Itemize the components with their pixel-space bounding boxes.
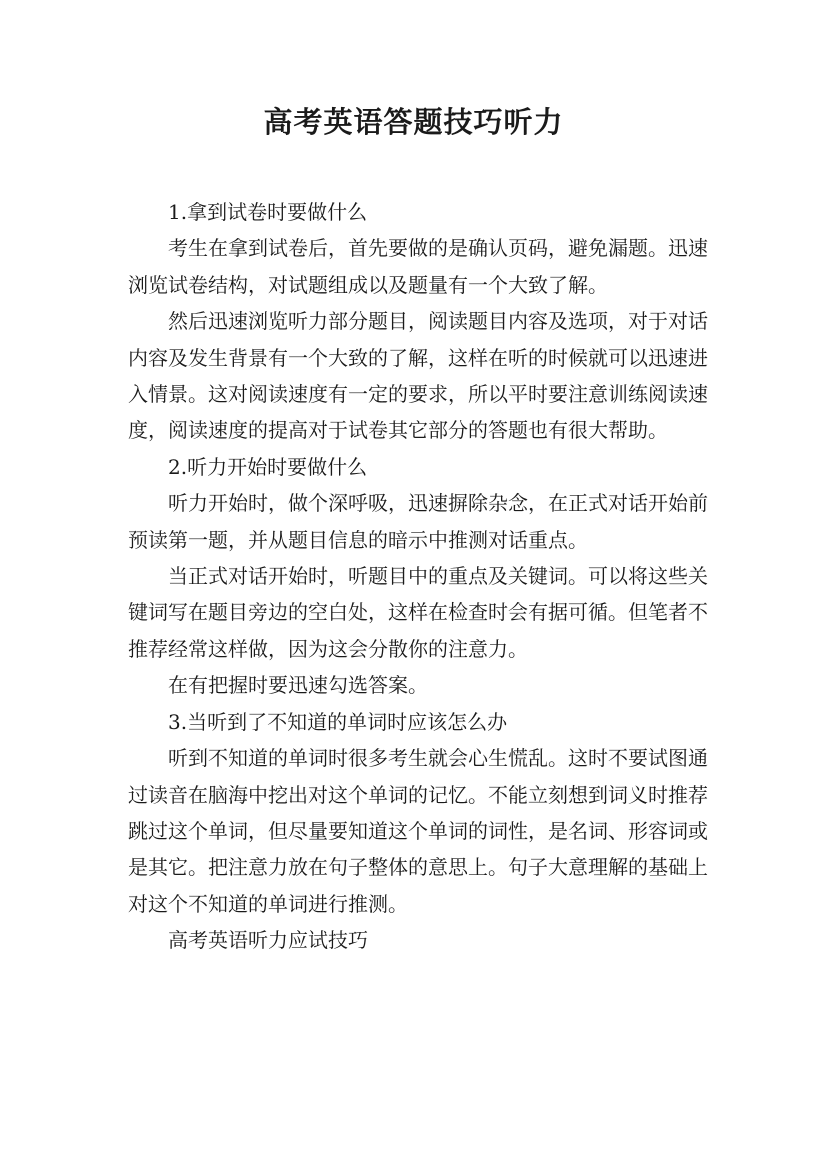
section-heading: 高考英语听力应试技巧 (168, 928, 368, 953)
heading-paragraph-2: 2.听力开始时要做什么 (168, 454, 368, 479)
body-paragraph: 听到不知道的单词时很多考生就会心生慌乱。这时不要试图通过读音在脑海中挖出对这个单词的记忆。不能立刻想到词义时推荐跳过这个单词，但尽量要知道这个单词的词性，是名词、形容词或是其它。把注意力放在句子整体的意思上。句子大意理解的基础上对这个不知道的单词进行推测。 (128, 746, 708, 916)
body-paragraph: 当正式对话开始时，听题目中的重点及关键词。可以将这些关键词写在题目旁边的空白处，这样在检查时会有据可循。但笔者不推荐经常这样做，因为这会分散你的注意力。 (128, 564, 708, 661)
heading-paragraph-3: 3.当听到了不知道的单词时应该怎么办 (168, 709, 508, 734)
heading-paragraph-1: 1.拿到试卷时要做什么 (168, 200, 368, 224)
body-paragraph: 在有把握时要迅速勾选答案。 (168, 673, 428, 698)
body-paragraph: 考生在拿到试卷后，首先要做的是确认页码，避免漏题。迅速浏览试卷结构，对试题组成以及题量有一个大致了解。 (128, 236, 708, 297)
body-paragraph: 听力开始时，做个深呼吸，迅速摒除杂念，在正式对话开始前预读第一题，并从题目信息的暗示中推测对话重点。 (128, 491, 708, 552)
page-title: 高考英语答题技巧听力 (263, 105, 564, 139)
document-body (128, 194, 708, 959)
body-paragraph: 然后迅速浏览听力部分题目，阅读题目内容及选项，对于对话内容及发生背景有一个大致的了解，这样在听的时候就可以迅速进入情景。这对阅读速度有一定的要求，所以平时要注意训练阅读速度，阅读速度的提高对于试卷其它部分的答题也有很大帮助。 (128, 309, 708, 443)
